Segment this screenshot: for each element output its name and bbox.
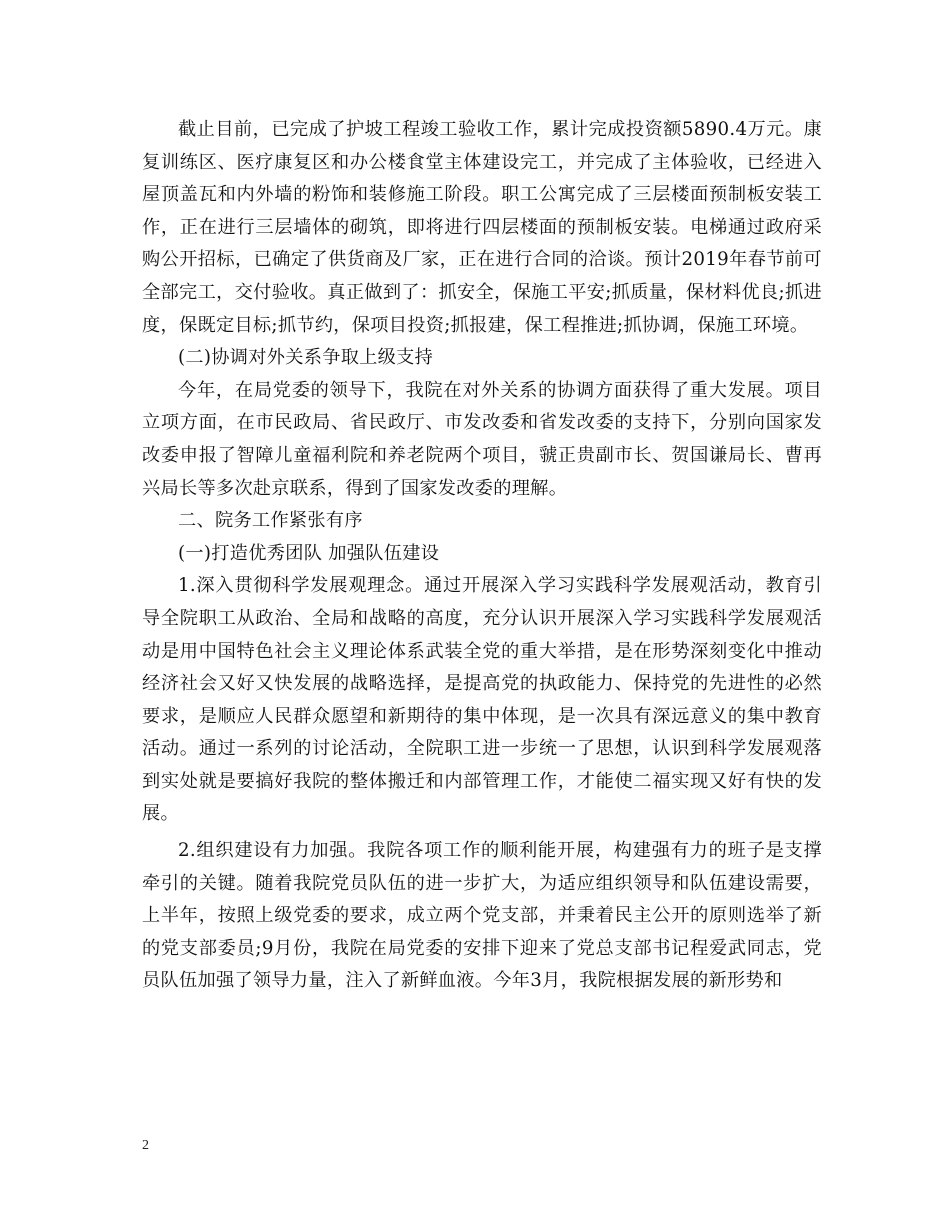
heading-external-relations: (二)协调对外关系争取上级支持 (178, 347, 434, 369)
heading-team-building: (一)打造优秀团队 加强队伍建设 (178, 542, 440, 564)
paragraph-external-relations: 今年，在局党委的领导下，我院在对外关系的协调方面获得了重大发展。项目立项方面，在市民政局、省民政厅、市发改委和省发改委的支持下，分别向国家发改委申报了智障儿童福利院和养老院两个项目，虢正贵副市长、贺国谦局长、曹再兴局长等多次赴京联系，得到了国家发改委的理解。 (142, 379, 822, 499)
paragraph-organization-building: 2.组织建设有力加强。我院各项工作的顺利能开展，构建强有力的班子是支撑牵引的关键。随着我院党员队伍的进一步扩大，为适应组织领导和队伍建设需要，上半年，按照上级党委的要求，成立两个党支部，并秉着民主公开的原则选举了新的党支部委员;9月份，我院在局党委的安排下迎来了党总支部书记程爱武同志，党员队伍加强了领导力量，注入了新鲜血液。今年3月，我院根据发展的新形势和 (142, 840, 822, 992)
paragraph-scientific-development: 1.深入贯彻科学发展观理念。通过开展深入学习实践科学发展观活动，教育引导全院职工从政治、全局和战略的高度，充分认识开展深入学习实践科学发展观活动是用中国特色社会主义理论体系武装全党的重大举措，是在形势深刻变化中推动经济社会又好又快发展的战略选择，是提高党的执政能力、保持党的先进性的必然要求，是顺应人民群众愿望和新期待的集中体现，是一次具有深远意义的集中教育活动。通过一系列的讨论活动，全院职工进一步统一了思想，认识到科学发展观落到实处就是要搞好我院的整体搬迁和内部管理工作，才能使二福实现又好有快的发展。 (142, 575, 822, 825)
paragraph-progress: 截止目前，已完成了护坡工程竣工验收工作，累计完成投资额5890.4万元。康复训练区、医疗康复区和办公楼食堂主体建设完工，并完成了主体验收，已经进入屋顶盖瓦和内外墙的粉饰和装修施工阶段。职工公寓完成了三层楼面预制板安装工作，正在进行三层墙体的砌筑，即将进行四层楼面的预制板安装。电梯通过政府采购公开招标，已确定了供货商及厂家，正在进行合同的洽谈。预计2019年春节前可全部完工，交付验收。真正做到了：抓安全，保施工平安;抓质量，保材料优良;抓进度，保既定目标;抓节约，保项目投资;抓报建，保工程推进;抓协调，保施工环境。 (142, 119, 822, 336)
page-number: 2 (142, 1138, 149, 1153)
heading-section-two: 二、院务工作紧张有序 (178, 510, 363, 532)
document-body (142, 114, 822, 998)
